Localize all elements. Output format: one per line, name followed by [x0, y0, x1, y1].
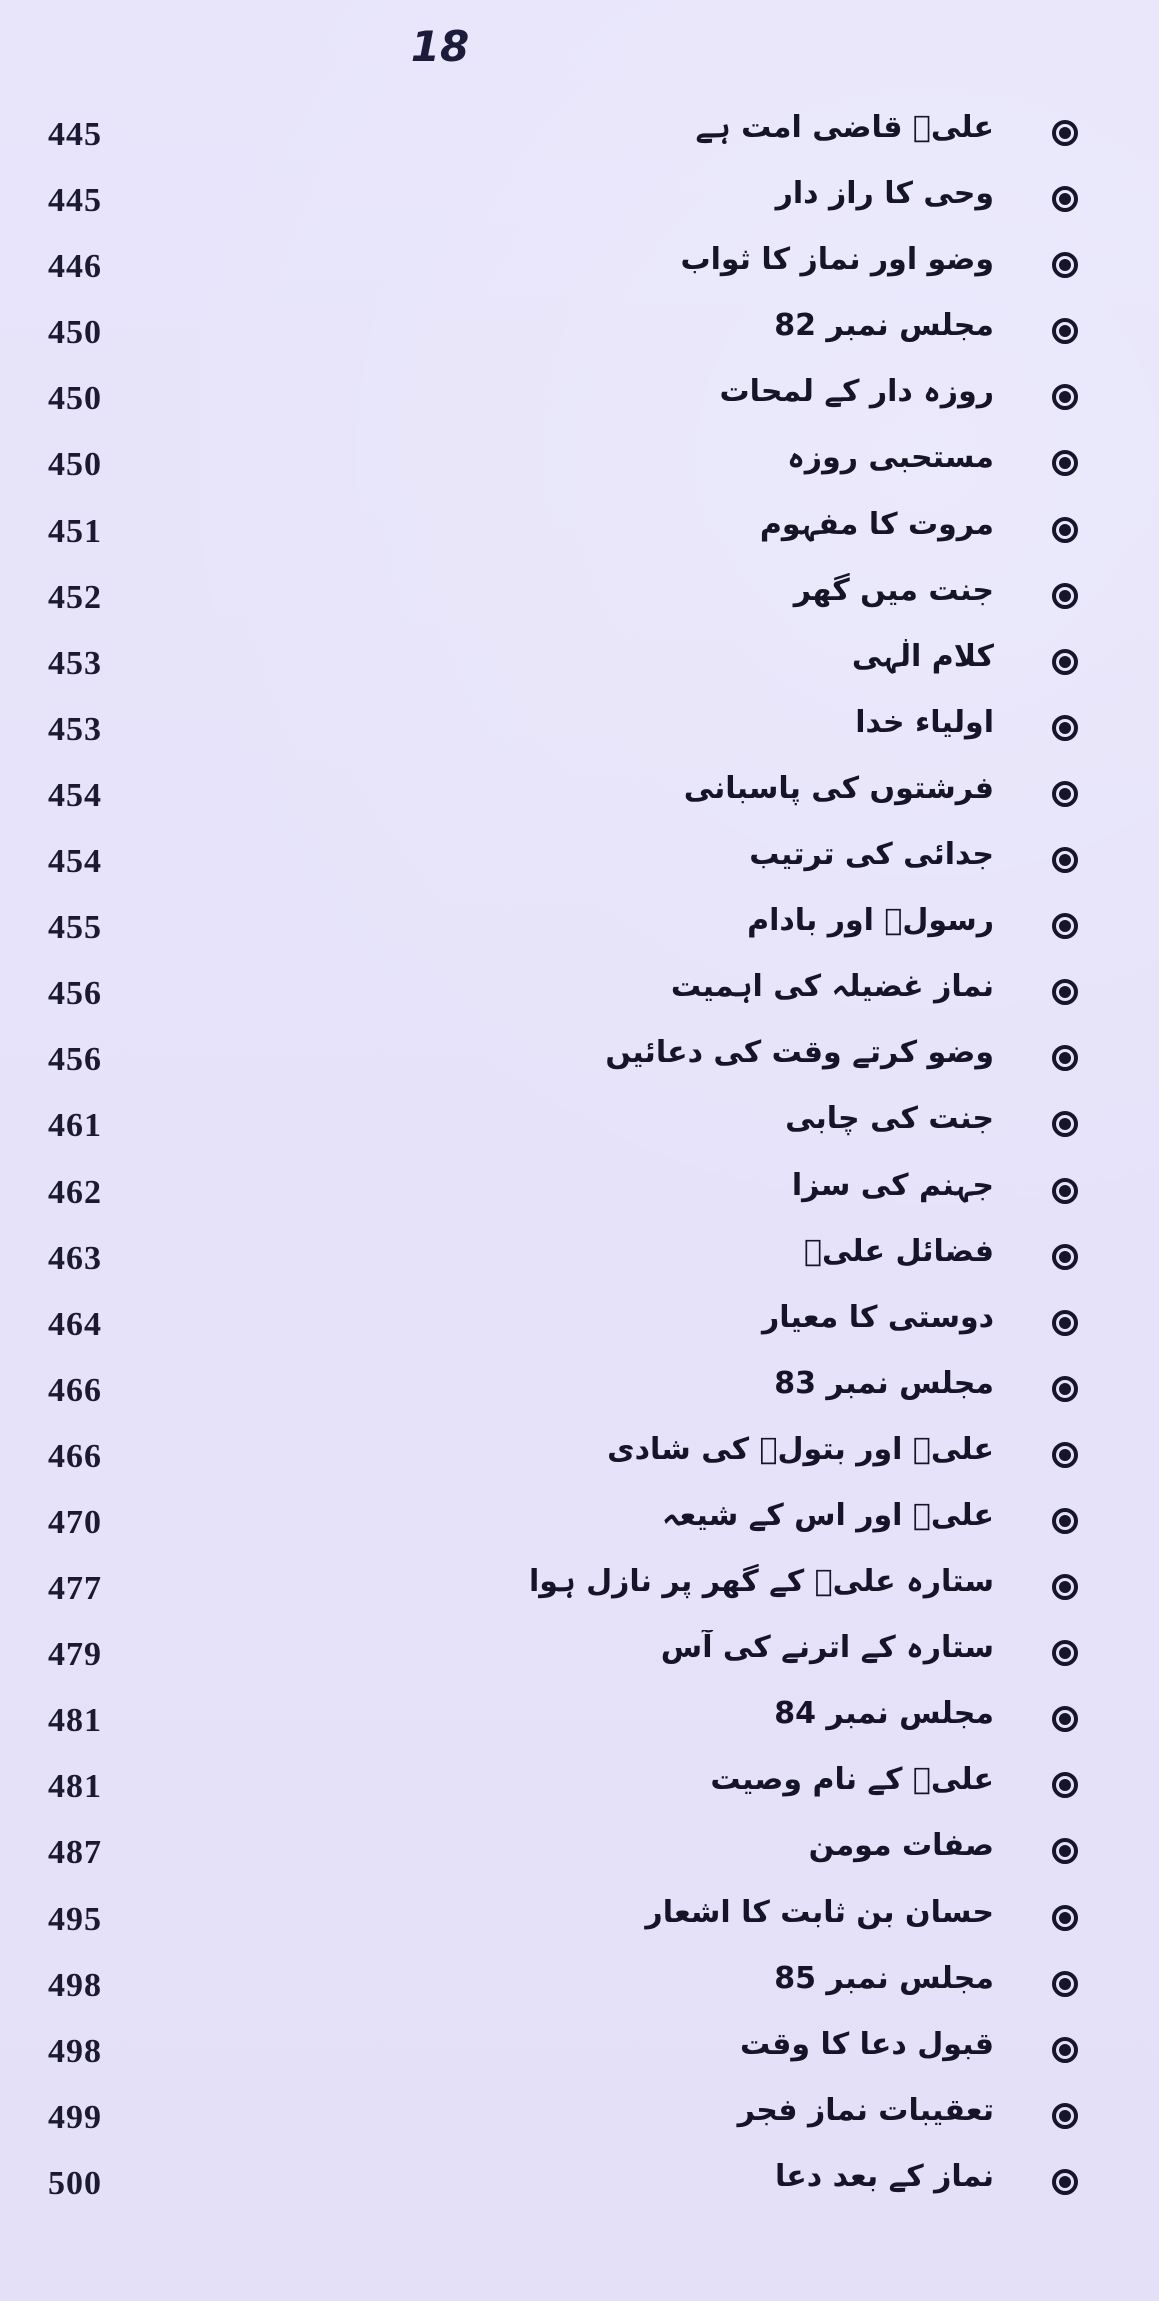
toc-page-ref: 466: [48, 1371, 102, 1409]
toc-page-ref: 454: [48, 776, 102, 814]
table-of-contents: [0, 110, 1159, 2225]
bullet-icon: [1052, 1376, 1078, 1402]
toc-title: جنت کی چابی: [785, 1101, 994, 1137]
bullet-icon: [1052, 450, 1078, 476]
toc-title: دوستی کا معیار: [761, 1299, 994, 1335]
toc-title: وضو اور نماز کا ثواب: [680, 242, 994, 278]
toc-page-ref: 461: [48, 1107, 102, 1145]
bullet-icon: [1052, 583, 1078, 609]
toc-page-ref: 499: [48, 2098, 102, 2136]
toc-title: ستارہ علیؑ کے گھر پر نازل ہوا: [529, 1564, 994, 1600]
toc-row: [0, 308, 1159, 374]
toc-title: مستحبی روزہ: [787, 440, 994, 476]
toc-page-ref: 456: [48, 975, 102, 1013]
toc-row: [0, 2093, 1159, 2159]
bullet-icon: [1052, 1838, 1078, 1864]
toc-page-ref: 495: [48, 1900, 102, 1938]
toc-row: [0, 1564, 1159, 1630]
toc-page-ref: 453: [48, 644, 102, 682]
toc-row: [0, 1432, 1159, 1498]
toc-title: مجلس نمبر 84: [774, 1696, 994, 1732]
bullet-icon: [1052, 517, 1078, 543]
toc-row: [0, 1630, 1159, 1696]
toc-title: رسولؐ اور بادام: [747, 903, 994, 939]
toc-row: [0, 1961, 1159, 2027]
toc-title: جدائی کی ترتیب: [749, 837, 994, 873]
toc-page-ref: 500: [48, 2164, 102, 2202]
toc-title: حسان بن ثابت کا اشعار: [645, 1894, 994, 1930]
toc-page-ref: 453: [48, 710, 102, 748]
toc-title: جنت میں گھر: [793, 572, 994, 608]
bullet-icon: [1052, 781, 1078, 807]
toc-title: وحی کا راز دار: [775, 176, 994, 212]
bullet-icon: [1052, 186, 1078, 212]
toc-row: [0, 110, 1159, 176]
toc-page-ref: 479: [48, 1636, 102, 1674]
bullet-icon: [1052, 1310, 1078, 1336]
bullet-icon: [1052, 715, 1078, 741]
toc-row: [0, 1168, 1159, 1234]
toc-row: [0, 374, 1159, 440]
toc-title: فضائل علیؑ: [803, 1233, 994, 1269]
toc-title: جہنم کی سزا: [791, 1167, 994, 1203]
bullet-icon: [1052, 1772, 1078, 1798]
toc-title: نماز غضیلہ کی اہمیت: [670, 969, 994, 1005]
bullet-icon: [1052, 120, 1078, 146]
toc-title: صفات مومن: [808, 1828, 994, 1864]
toc-page-ref: 445: [48, 116, 102, 153]
bullet-icon: [1052, 318, 1078, 344]
toc-page-ref: 481: [48, 1702, 102, 1740]
toc-row: [0, 1498, 1159, 1564]
toc-row: [0, 771, 1159, 837]
toc-title: مجلس نمبر 83: [774, 1365, 994, 1401]
toc-row: [0, 242, 1159, 308]
bullet-icon: [1052, 384, 1078, 410]
toc-page-ref: 446: [48, 248, 102, 286]
toc-page-ref: 456: [48, 1041, 102, 1079]
toc-title: تعقیبات نماز فجر: [737, 2092, 994, 2128]
page-number: 18: [410, 22, 470, 71]
toc-page-ref: 451: [48, 512, 102, 550]
toc-page-ref: 463: [48, 1239, 102, 1277]
toc-row: [0, 1300, 1159, 1366]
bullet-icon: [1052, 1178, 1078, 1204]
toc-title: ستارہ کے اترنے کی آس: [660, 1630, 994, 1666]
toc-page-ref: 450: [48, 314, 102, 352]
bullet-icon: [1052, 2037, 1078, 2063]
toc-title: مروت کا مفہوم: [759, 506, 994, 542]
toc-title: وضو کرتے وقت کی دعائیں: [605, 1035, 994, 1071]
bullet-icon: [1052, 1111, 1078, 1137]
toc-page-ref: 452: [48, 578, 102, 616]
toc-title: علیؑ کے نام وصیت: [710, 1762, 994, 1798]
toc-row: [0, 507, 1159, 573]
bullet-icon: [1052, 649, 1078, 675]
toc-title: مجلس نمبر 85: [774, 1960, 994, 1996]
toc-row: [0, 903, 1159, 969]
toc-row: [0, 1696, 1159, 1762]
toc-title: کلام الٰہی: [851, 638, 994, 674]
toc-title: فرشتوں کی پاسبانی: [683, 770, 994, 806]
toc-page-ref: 498: [48, 2032, 102, 2070]
toc-page-ref: 455: [48, 909, 102, 947]
bullet-icon: [1052, 1640, 1078, 1666]
toc-page-ref: 454: [48, 843, 102, 881]
toc-page-ref: 470: [48, 1503, 102, 1541]
toc-title: علیؑ اور بتولؑ کی شادی: [607, 1431, 994, 1467]
toc-title: روزہ دار کے لمحات: [719, 374, 994, 410]
toc-title: مجلس نمبر 82: [774, 308, 994, 344]
bullet-icon: [1052, 1244, 1078, 1270]
toc-row: [0, 440, 1159, 506]
toc-row: [0, 1895, 1159, 1961]
bullet-icon: [1052, 2169, 1078, 2195]
bullet-icon: [1052, 252, 1078, 278]
toc-title: قبول دعا کا وقت: [740, 2026, 994, 2062]
toc-page-ref: 445: [48, 182, 102, 220]
toc-title: علیؑ قاضی امت ہے: [695, 110, 994, 145]
toc-row: [0, 1828, 1159, 1894]
toc-row: [0, 1234, 1159, 1300]
toc-row: [0, 1366, 1159, 1432]
toc-page-ref: 498: [48, 1966, 102, 2004]
toc-row: [0, 969, 1159, 1035]
toc-page-ref: 487: [48, 1834, 102, 1872]
bullet-icon: [1052, 1442, 1078, 1468]
toc-row: [0, 639, 1159, 705]
toc-page-ref: 450: [48, 446, 102, 484]
toc-row: [0, 1762, 1159, 1828]
bullet-icon: [1052, 979, 1078, 1005]
toc-page-ref: 481: [48, 1768, 102, 1806]
toc-title: نماز کے بعد دعا: [775, 2158, 994, 2194]
toc-row: [0, 2027, 1159, 2093]
toc-title: علیؑ اور اس کے شیعہ: [661, 1497, 994, 1533]
toc-page-ref: 466: [48, 1437, 102, 1475]
bullet-icon: [1052, 1905, 1078, 1931]
bullet-icon: [1052, 2103, 1078, 2129]
bullet-icon: [1052, 913, 1078, 939]
toc-row: [0, 1035, 1159, 1101]
toc-row: [0, 837, 1159, 903]
toc-page-ref: 477: [48, 1570, 102, 1608]
bullet-icon: [1052, 1045, 1078, 1071]
bullet-icon: [1052, 1574, 1078, 1600]
toc-row: [0, 573, 1159, 639]
toc-page-ref: 450: [48, 380, 102, 418]
toc-row: [0, 176, 1159, 242]
bullet-icon: [1052, 1508, 1078, 1534]
toc-row: [0, 705, 1159, 771]
bullet-icon: [1052, 1706, 1078, 1732]
toc-row: [0, 2159, 1159, 2225]
bullet-icon: [1052, 847, 1078, 873]
toc-page-ref: 462: [48, 1173, 102, 1211]
toc-title: اولیاء خدا: [855, 704, 994, 740]
toc-page-ref: 464: [48, 1305, 102, 1343]
bullet-icon: [1052, 1971, 1078, 1997]
toc-row: [0, 1101, 1159, 1167]
